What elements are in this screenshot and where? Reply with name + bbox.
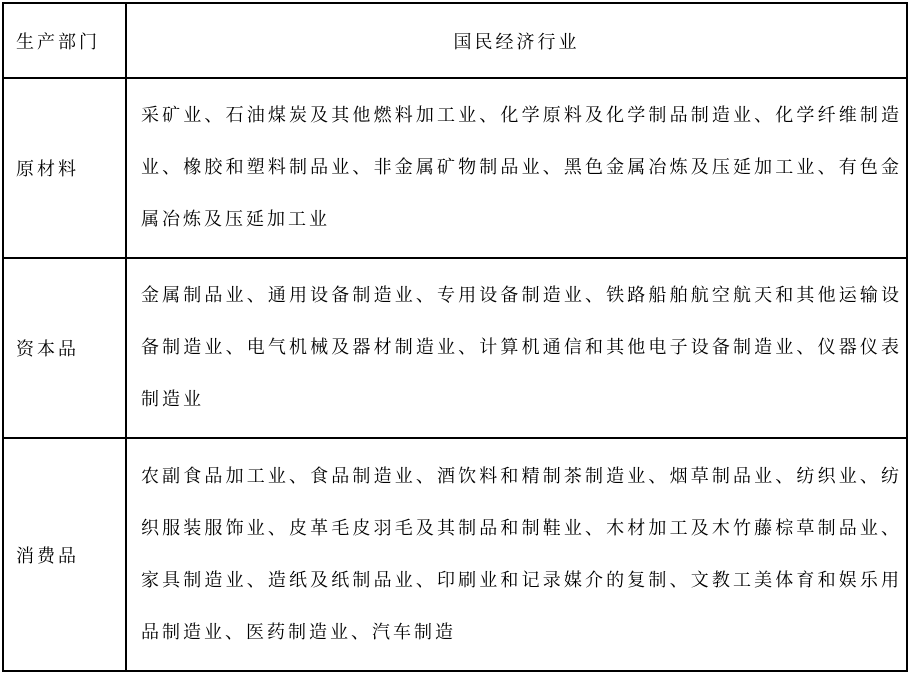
table-row-raw-materials: [3, 78, 907, 258]
sector-raw-materials: 原材料: [3, 78, 126, 258]
industries-capital-goods: 金属制品业、通用设备制造业、专用设备制造业、铁路船舶航空航天和其他运输设备制造业、电气机械及器材制造业、计算机通信和其他电子设备制造业、仪器仪表制造业: [126, 258, 907, 438]
sector-capital-goods: 资本品: [3, 258, 126, 438]
table-row-capital-goods: [3, 258, 907, 438]
header-industry: 国民经济行业: [126, 3, 907, 78]
table-row-consumer-goods: [3, 438, 907, 671]
industries-consumer-goods: 农副食品加工业、食品制造业、酒饮料和精制茶制造业、烟草制品业、纺织业、纺织服装服饰业、皮革毛皮羽毛及其制品和制鞋业、木材加工及木竹藤棕草制品业、家具制造业、造纸及纸制品业、印刷业和记录媒介的复制、文教工美体育和娱乐用品制造业、医药制造业、汽车制造: [126, 438, 907, 671]
header-sector: 生产部门: [3, 3, 126, 78]
sector-industry-table: [2, 2, 908, 672]
sector-consumer-goods: 消费品: [3, 438, 126, 671]
industries-raw-materials: 采矿业、石油煤炭及其他燃料加工业、化学原料及化学制品制造业、化学纤维制造业、橡胶和塑料制品业、非金属矿物制品业、黑色金属冶炼及压延加工业、有色金属冶炼及压延加工业: [126, 78, 907, 258]
table-header-row: [3, 3, 907, 78]
